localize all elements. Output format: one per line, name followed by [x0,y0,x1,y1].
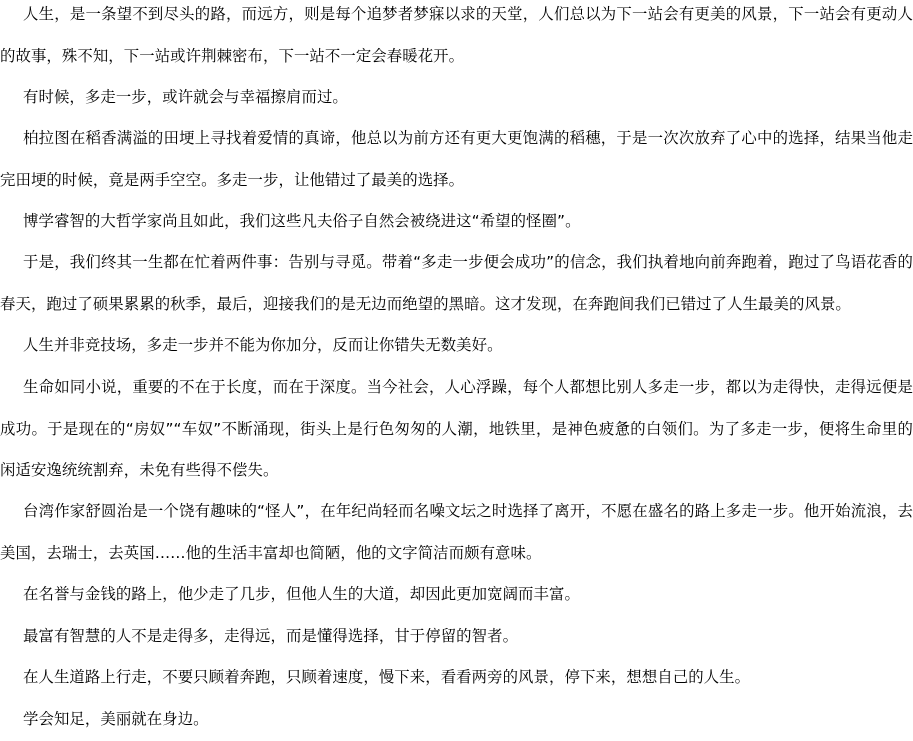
paragraph-12: 学会知足，美丽就在身边。 [23,710,209,728]
paragraph-1: 人生，是一条望不到尽头的路，而远方，则是每个追梦者梦寐以求的天堂，人们总以为下一站会有更美的风景，下一站会有更动人的故事，殊不知，下一站或许荆棘密布，下一站不一定会春暖花开。 [0,5,913,65]
paragraph-11: 在人生道路上行走，不要只顾着奔跑，只顾着速度，慢下来，看看两旁的风景，停下来，想想自己的人生。 [23,668,751,686]
paragraph-10: 最富有智慧的人不是走得多，走得远，而是懂得选择，甘于停留的智者。 [23,627,519,645]
paragraph-9: 在名誉与金钱的路上，他少走了几步，但他人生的大道，却因此更加宽阔而丰富。 [23,585,580,603]
paragraph-8: 台湾作家舒圆治是一个饶有趣味的“怪人”，在年纪尚轻而名噪文坛之时选择了离开，不愿在盛名的路上多走一步。他开始流浪，去美国，去瑞士，去英国……他的生活丰富却也简陋，他的文字简洁而颇有意味。 [0,502,913,562]
paragraph-6: 人生并非竞技场，多走一步并不能为你加分，反而让你错失无数美好。 [23,336,503,354]
paragraph-5: 于是，我们终其一生都在忙着两件事：告别与寻觅。带着“多走一步便会成功”的信念，我们执着地向前奔跑着，跑过了鸟语花香的春天，跑过了硕果累累的秋季，最后，迎接我们的是无边而绝望的黑暗。这才发现，在奔跑间我们已错过了人生最美的风景。 [0,253,913,313]
paragraph-7: 生命如同小说，重要的不在于长度，而在于深度。当今社会，人心浮躁，每个人都想比别人多走一步，都以为走得快，走得远便是成功。于是现在的“房奴”“车奴”不断涌现，街头上是行色匆匆的人潮，地铁里，是神色疲惫的白领们。为了多走一步，便将生命里的闲适安逸统统割弃，未免有些得不偿失。 [0,378,913,479]
paragraph-3: 柏拉图在稻香满溢的田埂上寻找着爱情的真谛，他总以为前方还有更大更饱满的稻穗，于是一次次放弃了心中的选择，结果当他走完田埂的时候，竟是两手空空。多走一步，让他错过了最美的选择。 [0,129,913,189]
paragraph-2: 有时候，多走一步，或许就会与幸福擦肩而过。 [23,88,348,106]
paragraph-4: 博学睿智的大哲学家尚且如此，我们这些凡夫俗子自然会被绕进这“希望的怪圈”。 [23,212,581,230]
